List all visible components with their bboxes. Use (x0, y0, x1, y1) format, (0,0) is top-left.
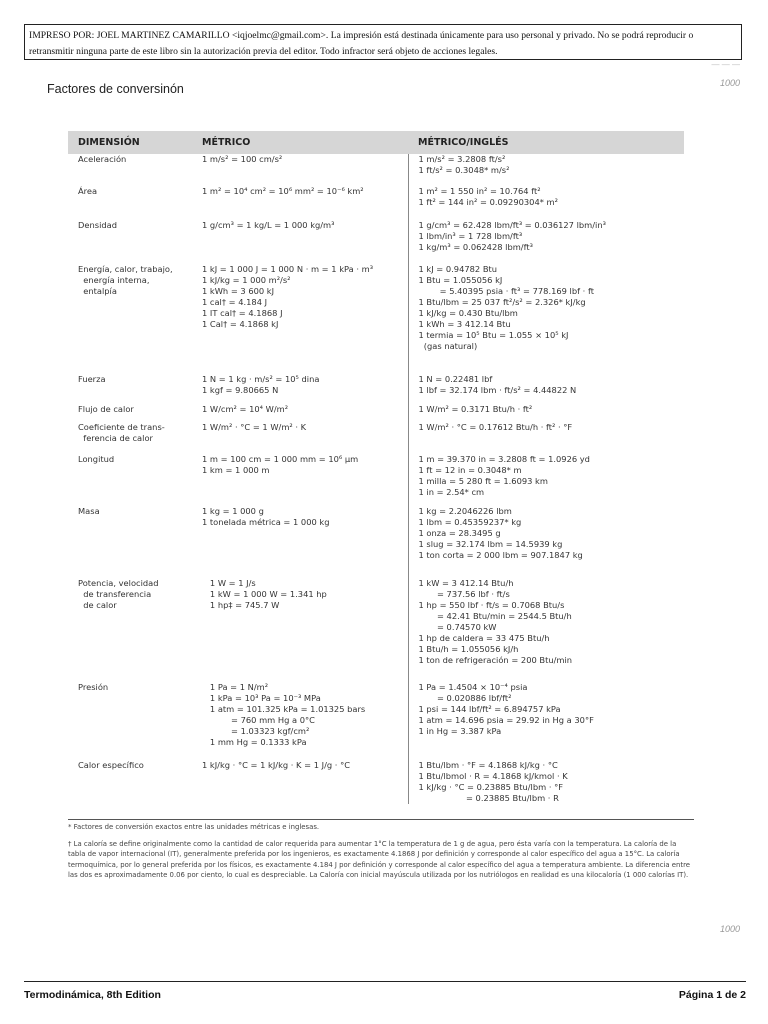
footnote-calorie: † La caloría se define originalmente como la cantidad de calor requerida para aumentar 1°C la temperatura de 1 g de agua, pero ésta varía con la temperatura. La caloría de la tabla de vapor internacional (IT), generalmente preferida por los ingenieros, es exactamente 4.1868 J por definición y corresponde al calor específico del agua a 15°C. La caloría termoquímica, por lo general preferida por los físicos, es exactamente 4.184 J por definición y corresponde al calor específico del agua a temperatura ambiente. La diferencia entre las dos es aproximadamente 0.06 por ciento, lo cual es despreciable. La Caloría con inicial mayúscula utilizada por los nutriólogos en realidad es una kilocaloría (1 000 calorías IT). (68, 839, 691, 879)
cell-line: Coeficiente de trans- (78, 422, 165, 432)
metric-cell (192, 454, 408, 506)
table-row (68, 454, 684, 506)
metric-cell (192, 578, 408, 682)
cell-line: = 737.56 lbf · ft/s (418, 589, 510, 599)
cell-line: 1 kJ = 0.94782 Btu (418, 264, 498, 274)
cell-line: 1 kgf = 9.80665 N (202, 385, 279, 395)
cell-line: 1 termia = 10⁵ Btu = 1.055 × 10⁵ kJ (418, 330, 569, 340)
dimension-cell (68, 454, 192, 506)
cell-line: energía interna, (78, 275, 150, 285)
cell-line: 1 kWh = 3 600 kJ (202, 286, 275, 296)
header-metric: MÉTRICO (192, 131, 408, 154)
cell-line: 1 ton corta = 2 000 lbm = 907.1847 kg (418, 550, 583, 560)
cell-line: = 1.03323 kgf/cm² (202, 726, 310, 736)
english-cell (408, 186, 684, 220)
dimension-cell (68, 374, 192, 404)
dimension-cell (68, 186, 192, 220)
dimension-cell (68, 220, 192, 264)
cell-line: ferencia de calor (78, 433, 153, 443)
cell-line: = 0.23885 Btu/lbm · R (418, 793, 559, 803)
book-title: Termodinámica, 8th Edition (24, 989, 161, 1001)
cell-line: 1 kW = 1 000 W = 1.341 hp (202, 589, 327, 599)
cell-line: 1 lbf = 32.174 lbm · ft/s² = 4.44822 N (418, 385, 577, 395)
metric-cell (192, 374, 408, 404)
table-row (68, 422, 684, 454)
cell-line: 1 m² = 10⁴ cm² = 10⁶ mm² = 10⁻⁶ km² (202, 186, 364, 196)
footnote-exact: * Factores de conversión exactos entre las unidades métricas e inglesas. (68, 823, 320, 831)
cell-line: 1 Btu/lbm · °F = 4.1868 kJ/kg · °C (418, 760, 558, 770)
page-number-top: 1000 (719, 78, 740, 88)
cell-line: 1 milla = 5 280 ft = 1.6093 km (418, 476, 548, 486)
cell-line: 1 km = 1 000 m (202, 465, 270, 475)
cell-line: Fuerza (78, 374, 106, 384)
dimension-cell (68, 404, 192, 422)
cell-line: 1 ft = 12 in = 0.3048* m (418, 465, 522, 475)
dimension-cell (68, 422, 192, 454)
table-row (68, 682, 684, 760)
english-cell (408, 454, 684, 506)
cell-line: 1 Btu/h = 1.055056 kJ/h (418, 644, 519, 654)
cell-line: 1 ton de refrigeración = 200 Btu/min (418, 655, 573, 665)
english-cell (408, 220, 684, 264)
cell-line: Potencia, velocidad (78, 578, 159, 588)
cell-line: 1 kJ/kg · °C = 1 kJ/kg · K = 1 J/g · °C (202, 760, 351, 770)
cell-line: = 42.41 Btu/min = 2544.5 Btu/h (418, 611, 572, 621)
cell-line: de calor (78, 600, 117, 610)
table-row (68, 404, 684, 422)
cell-line: 1 kWh = 3 412.14 Btu (418, 319, 511, 329)
cell-line: 1 atm = 101.325 kPa = 1.01325 bars (202, 704, 366, 714)
dimension-cell (68, 578, 192, 682)
cell-line: 1 IT cal† = 4.1868 J (202, 308, 283, 318)
cell-line: 1 hp‡ = 745.7 W (202, 600, 280, 610)
english-cell (408, 506, 684, 578)
table-row (68, 220, 684, 264)
table-row (68, 264, 684, 374)
table-row (68, 374, 684, 404)
english-cell (408, 264, 684, 374)
cell-line: 1 W/m² · °C = 0.17612 Btu/h · ft² · °F (418, 422, 573, 432)
cell-line: 1 psi = 144 lbf/ft² = 6.894757 kPa (418, 704, 561, 714)
cell-line: 1 Pa = 1 N/m² (202, 682, 269, 692)
cell-line: 1 hp de caldera = 33 475 Btu/h (418, 633, 550, 643)
cell-line: de transferencia (78, 589, 152, 599)
notice-line-2: retransmitir ninguna parte de este libro sin la autorización previa del editor. Todo infractor será objeto de acciones legales. (29, 46, 498, 57)
cell-line: 1 m/s² = 100 cm/s² (202, 154, 283, 164)
cell-line: 1 Btu/lbmol · R = 4.1868 kJ/kmol · K (418, 771, 568, 781)
page-mark: — — — (711, 60, 740, 69)
cell-line: Presión (78, 682, 109, 692)
cell-line: 1 g/cm³ = 62.428 lbm/ft³ = 0.036127 lbm/in³ (418, 220, 606, 230)
table-row (68, 186, 684, 220)
dimension-cell (68, 506, 192, 578)
cell-line: 1 N = 0.22481 lbf (418, 374, 493, 384)
header-metric-english: MÉTRICO/INGLÉS (408, 131, 684, 154)
english-cell (408, 760, 684, 804)
metric-cell (192, 154, 408, 186)
dimension-cell (68, 154, 192, 186)
cell-line: 1 kJ/kg = 0.430 Btu/lbm (418, 308, 518, 318)
cell-line: = 0.74570 kW (418, 622, 497, 632)
metric-cell (192, 682, 408, 760)
table-row (68, 506, 684, 578)
cell-line: Flujo de calor (78, 404, 134, 414)
dimension-cell (68, 682, 192, 760)
page-title: Factores de conversinón (47, 82, 184, 96)
header-dimension: DIMENSIÓN (68, 131, 192, 154)
cell-line: Longitud (78, 454, 115, 464)
cell-line: (gas natural) (418, 341, 478, 351)
cell-line: Aceleración (78, 154, 127, 164)
table-row (68, 154, 684, 186)
page-indicator: Página 1 de 2 (678, 989, 746, 1001)
conversion-table (68, 131, 684, 804)
cell-line: 1 cal† = 4.184 J (202, 297, 268, 307)
table-row (68, 578, 684, 682)
cell-line: 1 m/s² = 3.2808 ft/s² (418, 154, 506, 164)
cell-line: 1 lbm = 0.45359237* kg (418, 517, 522, 527)
metric-cell (192, 220, 408, 264)
metric-cell (192, 186, 408, 220)
cell-line: 1 kJ/kg = 1 000 m²/s² (202, 275, 291, 285)
english-cell (408, 404, 684, 422)
cell-line: 1 m = 100 cm = 1 000 mm = 10⁶ μm (202, 454, 359, 464)
cell-line: 1 in = 2.54* cm (418, 487, 485, 497)
cell-line: 1 kJ = 1 000 J = 1 000 N · m = 1 kPa · m³ (202, 264, 374, 274)
notice-line-1: IMPRESO POR: JOEL MARTINEZ CAMARILLO <iqjoelmc@gmail.com>. La impresión está destinada únicamente para uso personal y privado. No se podrá reproducir o (29, 30, 694, 41)
cell-line: = 5.40395 psia · ft³ = 778.169 lbf · ft (418, 286, 594, 296)
english-cell (408, 682, 684, 760)
cell-line: 1 onza = 28.3495 g (418, 528, 501, 538)
cell-line: = 760 mm Hg a 0°C (202, 715, 315, 725)
cell-line: 1 mm Hg = 0.1333 kPa (202, 737, 307, 747)
copyright-notice (24, 24, 742, 60)
english-cell (408, 374, 684, 404)
cell-line: 1 Cal† = 4.1868 kJ (202, 319, 279, 329)
cell-line: 1 g/cm³ = 1 kg/L = 1 000 kg/m³ (202, 220, 335, 230)
cell-line: 1 W = 1 J/s (202, 578, 256, 588)
metric-cell (192, 422, 408, 454)
cell-line: 1 hp = 550 lbf · ft/s = 0.7068 Btu/s (418, 600, 565, 610)
metric-cell (192, 506, 408, 578)
cell-line: 1 atm = 14.696 psia = 29.92 in Hg a 30°F (418, 715, 594, 725)
metric-cell (192, 760, 408, 804)
metric-cell (192, 404, 408, 422)
cell-line: 1 kJ/kg · °C = 0.23885 Btu/lbm · °F (418, 782, 564, 792)
cell-line: 1 Pa = 1.4504 × 10⁻⁴ psia (418, 682, 528, 692)
dimension-cell (68, 760, 192, 804)
cell-line: 1 kg/m³ = 0.062428 lbm/ft³ (418, 242, 533, 252)
cell-line: 1 kW = 3 412.14 Btu/h (418, 578, 514, 588)
cell-line: 1 W/m² · °C = 1 W/m² · K (202, 422, 307, 432)
footnotes (68, 819, 694, 887)
english-cell (408, 154, 684, 186)
cell-line: 1 kPa = 10³ Pa = 10⁻³ MPa (202, 693, 321, 703)
cell-line: 1 m² = 1 550 in² = 10.764 ft² (418, 186, 541, 196)
cell-line: 1 ft² = 144 in² = 0.09290304* m² (418, 197, 558, 207)
cell-line: 1 lbm/in³ = 1 728 lbm/ft³ (418, 231, 523, 241)
cell-line: 1 ft/s² = 0.3048* m/s² (418, 165, 510, 175)
cell-line: Área (78, 186, 98, 196)
cell-line: 1 tonelada métrica = 1 000 kg (202, 517, 330, 527)
cell-line: 1 W/m² = 0.3171 Btu/h · ft² (418, 404, 533, 414)
cell-line: Energía, calor, trabajo, (78, 264, 173, 274)
cell-line: Calor específico (78, 760, 144, 770)
dimension-cell (68, 264, 192, 374)
cell-line: 1 W/cm² = 10⁴ W/m² (202, 404, 289, 414)
cell-line: 1 m = 39.370 in = 3.2808 ft = 1.0926 yd (418, 454, 590, 464)
cell-line: 1 slug = 32.174 lbm = 14.5939 kg (418, 539, 563, 549)
cell-line: 1 kg = 1 000 g (202, 506, 264, 516)
cell-line: 1 kg = 2.2046226 lbm (418, 506, 512, 516)
cell-line: 1 in Hg = 3.387 kPa (418, 726, 502, 736)
cell-line: 1 Btu/lbm = 25 037 ft²/s² = 2.326* kJ/kg (418, 297, 586, 307)
cell-line: 1 N = 1 kg · m/s² = 10⁵ dina (202, 374, 320, 384)
table-header-row (68, 131, 684, 154)
cell-line: 1 Btu = 1.055056 kJ (418, 275, 503, 285)
cell-line: = 0.020886 lbf/ft² (418, 693, 512, 703)
cell-line: Masa (78, 506, 100, 516)
page-footer (24, 981, 746, 1001)
table-row (68, 760, 684, 804)
cell-line: Densidad (78, 220, 117, 230)
english-cell (408, 422, 684, 454)
metric-cell (192, 264, 408, 374)
english-cell (408, 578, 684, 682)
cell-line: entalpía (78, 286, 117, 296)
page-number-bottom: 1000 (719, 924, 740, 934)
